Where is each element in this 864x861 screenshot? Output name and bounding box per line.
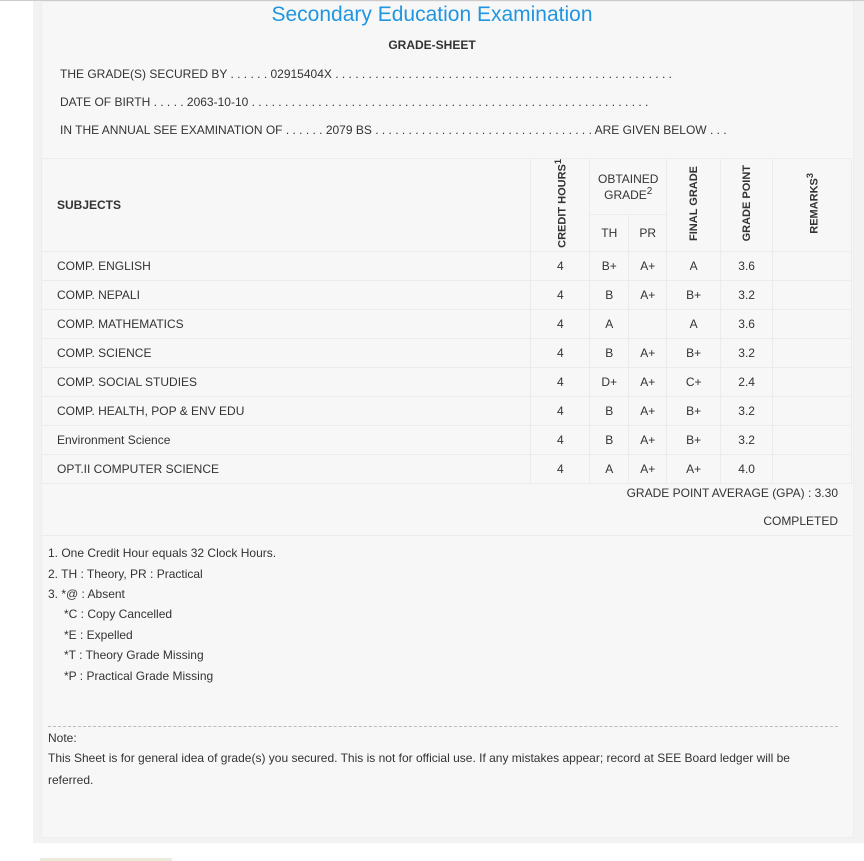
footnote: *E : Expelled [64, 628, 133, 642]
cell-gp: 3.2 [721, 396, 773, 425]
table-row [42, 309, 852, 338]
cell-pr [629, 309, 667, 338]
cell-pr: A+ [629, 425, 667, 454]
footnote: 2. TH : Theory, PR : Practical [48, 567, 203, 581]
cell-final: A [667, 251, 721, 280]
header-remarks: REMARKS$^3$ [773, 159, 852, 252]
cell-gp: 3.2 [721, 425, 773, 454]
cell-credit: 4 [531, 396, 590, 425]
cell-gp: 4.0 [721, 454, 773, 483]
table-row [42, 454, 852, 483]
exam-line: IN THE ANNUAL SEE EXAMINATION OF . . . . . . 2079 BS . . . . . . . . . . . . . . . . . . . . . . . . . . . . . . . . . ARE GIVEN BELOW . . . [60, 123, 727, 137]
footnote: *C : Copy Cancelled [64, 607, 173, 621]
cell-final: B+ [667, 280, 721, 309]
table-row [42, 338, 852, 367]
grade-sheet-heading: GRADE-SHEET [388, 38, 476, 52]
cell-subject: COMP. NEPALI [42, 280, 531, 309]
footnote: *P : Practical Grade Missing [64, 669, 214, 683]
cell-pr: A+ [629, 396, 667, 425]
cell-credit: 4 [531, 425, 590, 454]
cell-th: D+ [590, 367, 629, 396]
cell-pr: A+ [629, 251, 667, 280]
secured-by-line: THE GRADE(S) SECURED BY . . . . . . 02915404X . . . . . . . . . . . . . . . . . . . . . . . . . . . . . . . . . . . . . . . . . . . . . . . . . . . [60, 67, 672, 81]
cell-final: A [667, 309, 721, 338]
header-obtained-grade: OBTAINED GRADE$^2$ [590, 159, 667, 215]
header-pr: PR [629, 215, 667, 251]
cell-credit: 4 [531, 309, 590, 338]
cell-subject: Environment Science [42, 425, 531, 454]
cell-remarks [773, 280, 852, 309]
result-status: COMPLETED [763, 514, 838, 528]
cell-th: B [590, 396, 629, 425]
cell-final: C+ [667, 367, 721, 396]
cell-final: A+ [667, 454, 721, 483]
table-row [42, 251, 852, 280]
table-row [42, 425, 852, 454]
cell-th: A [590, 309, 629, 338]
cell-credit: 4 [531, 338, 590, 367]
note-text: This Sheet is for general idea of grade(s) you secured. This is not for official use. If any mistakes appear; record at SEE Board ledger will be referred. [48, 751, 790, 787]
cell-remarks [773, 251, 852, 280]
grades-table [41, 158, 852, 484]
cell-final: B+ [667, 338, 721, 367]
cell-gp: 2.4 [721, 367, 773, 396]
table-row [42, 396, 852, 425]
cell-gp: 3.6 [721, 309, 773, 338]
divider [41, 535, 852, 536]
cell-th: A [590, 454, 629, 483]
cell-gp: 3.2 [721, 280, 773, 309]
cell-th: B [590, 280, 629, 309]
cell-pr: A+ [629, 338, 667, 367]
cell-subject: OPT.II COMPUTER SCIENCE [42, 454, 531, 483]
cell-pr: A+ [629, 367, 667, 396]
cell-pr: A+ [629, 280, 667, 309]
cell-pr: A+ [629, 454, 667, 483]
note-label: Note: [48, 731, 77, 745]
gpa-value: GRADE POINT AVERAGE (GPA) : 3.30 [626, 486, 838, 500]
table-row [42, 280, 852, 309]
dob-line: DATE OF BIRTH . . . . . 2063-10-10 . . . . . . . . . . . . . . . . . . . . . . . . . . . . . . . . . . . . . . . . . . . . . . . . . . . . . . . . . . . . [60, 95, 649, 109]
cell-final: B+ [667, 425, 721, 454]
cell-credit: 4 [531, 367, 590, 396]
cell-remarks [773, 425, 852, 454]
cell-remarks [773, 454, 852, 483]
cell-th: B+ [590, 251, 629, 280]
cell-remarks [773, 396, 852, 425]
header-final-grade: FINAL GRADE [667, 159, 721, 252]
footnote: 1. One Credit Hour equals 32 Clock Hours. [48, 546, 277, 560]
cell-th: B [590, 338, 629, 367]
cell-subject: COMP. ENGLISH [42, 251, 531, 280]
cell-th: B [590, 425, 629, 454]
cell-final: B+ [667, 396, 721, 425]
table-row [42, 367, 852, 396]
cell-subject: COMP. MATHEMATICS [42, 309, 531, 338]
page-title: Secondary Education Examination [271, 3, 593, 26]
cell-remarks [773, 367, 852, 396]
cell-subject: COMP. SCIENCE [42, 338, 531, 367]
cell-subject: COMP. SOCIAL STUDIES [42, 367, 531, 396]
header-subjects: SUBJECTS [42, 159, 531, 252]
cell-credit: 4 [531, 280, 590, 309]
cell-credit: 4 [531, 251, 590, 280]
cell-gp: 3.2 [721, 338, 773, 367]
header-grade-point: GRADE POINT [721, 159, 773, 252]
header-th: TH [590, 215, 629, 251]
footnote: 3. *@ : Absent [48, 587, 125, 601]
cell-gp: 3.6 [721, 251, 773, 280]
header-credit-hours: CREDIT HOURS$^1$ [531, 159, 590, 252]
cell-subject: COMP. HEALTH, POP & ENV EDU [42, 396, 531, 425]
cell-remarks [773, 338, 852, 367]
footnote: *T : Theory Grade Missing [64, 648, 204, 662]
cell-credit: 4 [531, 454, 590, 483]
cell-remarks [773, 309, 852, 338]
